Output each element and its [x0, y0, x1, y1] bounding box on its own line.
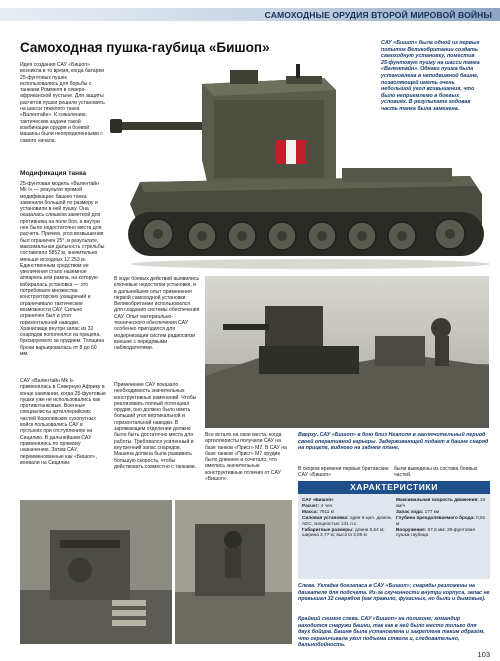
specs-heading: ХАРАКТЕРИСТИКИ	[298, 481, 490, 494]
article-intro: Идея создания САУ «Бишоп» возникла в то время, когда батареи 25-фунтовых пушек использовались для борьбы с танками Роммеля в северо-африканской пустыне. Для защиты расчетов пушки решили установить на шасси тяжелого танка «Валентайн». К сожалению, тактические задачи такой комбинации орудия и боевой машины были неопределенными с самого начала.	[20, 62, 105, 144]
article-column-3: Все встало на свои места, когда артиллеристы получили САУ на базе танков «Присг» M7. В САУ на базе танков «Присг» M7 орудие было длиннее и сочетало, что имелись значительные конструктивные отличия от САУ «Бишоп».	[205, 432, 287, 483]
spec-row: Габаритные размеры: длина 5,64 м; ширина 2,77 м; высота 3,05 м	[302, 526, 385, 538]
photo-caption-top: Вверху. САУ «Бишоп» в бою близ Неаполя в заключительный период своей оперативной карьеры. Задерживающей подает в башне снаряд на прицепе, видного на заднем плане.	[298, 432, 489, 452]
caption-mid-left: В скором времени первые британские САУ «Бишоп»	[298, 466, 389, 479]
section-title: САМОХОДНЫЕ ОРУДИЯ ВТОРОЙ МИРОВОЙ ВОЙНЫ	[264, 10, 492, 20]
caption-bottom-1: Слева. Укладка боезапаса в САУ «Бишоп»; снаряды разложены на двигателе для подсчета. Из-за скученности внутри корпуса, запас не превышал 32 снарядов (как правило, фугасных, но были и дымовые).	[298, 583, 490, 603]
caption-bottom-2: Крайний снимок слева. САУ «Бишоп» на полигоне; командир находится снаружи башни, так как в ней было место только для двух бойцов. Башня была установлена и закреплена таким образом, что ограничивала угол подъема ствола и, следовательно, дальнобойность.	[298, 616, 485, 649]
spec-row: САУ «Бишоп»	[302, 497, 334, 502]
side-caption: САУ «Бишоп» была одной из первых попыток Великобритании создать самоходную установку, поместив 25-фунтовую пушку на шасси танка «Валентайн». Однако пушка была установлена в неподвижной башне, позволяющей иметь очень небольшой угол возвышения, что было неприемлемо в боевых условиях. В результате ходовая часть танка была заменена.	[381, 40, 480, 112]
crew-photo	[175, 500, 292, 644]
spec-row: Вооружение: 87,6 мм; 25-фунтовая пушка-гаубица	[396, 526, 475, 538]
article-column-1b: САУ «Валентайн Mk I» применялась в Северную Африку в конце кампании, когда 25-фунтовые пушки уже не использовались как противотанковые. Военные специалисты артиллерийских частей Королевских сухопутных войск пользовались САУ в пустынях при отступлениях на Сицилию. В дальнейшем САУ применялись по прямому назначению. Затем САУ, переименованные как «Бишоп», воевали на Сицилии.	[20, 378, 106, 466]
spec-row: Силовая установка: один 6-цил. дизель АЕС, мощностью 131 л.с.	[302, 514, 392, 526]
spec-row: Глубина преодолеваемого брода: 0,91 м	[396, 514, 486, 526]
ammo-photo	[20, 500, 172, 644]
spec-row: Максимальная скорость движения: 24 км/ч	[396, 497, 486, 508]
tank-illustration	[110, 64, 490, 270]
spec-row: Запас хода: 177 км	[396, 508, 440, 514]
article-title: Самоходная пушка-гаубица «Бишоп»	[20, 40, 270, 55]
battle-photo	[205, 276, 489, 428]
article-column-1: 25-фунтовая модель «Валентайн Mk I» — результат прямой модификации: башню танка заменили большой по размеру и установили в ней пушку. Она оказалась слишком заметной для противника на поле боя, а внутри нее было недостаточно места для расчета. Причем, угол возвышения был ограничен 25°, в результате, максимальная дальность стрельбы составляло 5852 м, значительно меньше исходных 12 253 м. Единственным средством ее увеличения стало наземное аппарель или рампа, на которую взбиралась установка — это потребовало множества конструкторских ухищрений и ограничивало тактические возможности САУ. Сильно ограничен был и угол горизонтальной наводки. Хранилище внутри запас из 32 снарядов пополнялся из прицепа, буксируемого за орудием. Толщина брони варьировалась от 8 до 60 мм.	[20, 181, 105, 358]
article-column-2: В ходе боевых действий выявились ключевые недостатки установки, и в дальнейшем опыт применения первой самоходной установки Великобритании использовался для создания системы обеспечения САУ. Опыт материально-технического обеспечения САУ особенно пригодился для модернизации систем радиосвязи внешне с передовыми наблюдателями.	[114, 276, 200, 352]
caption-mid-right: были выведены из состава боевых частей.	[394, 466, 478, 479]
specs-box	[298, 481, 490, 579]
spec-row: Расчет: 4 чел.	[302, 502, 334, 508]
bishop-tank-drawing	[110, 64, 490, 270]
spec-row: Масса: 7911 кг	[302, 508, 335, 514]
article-column-2b: Применение САУ показало необходимость значительных конструктивных изменений. Чтобы реализовать полный потенциал орудия, оно должно было иметь больший угол вертикальной и горизонтальной наводки. В заряжающем отделении должно было быть достаточно места для работы. Требовался усиленный и внутренний запас снарядов. Машина должна была развивать большую скорость, чтобы действовать совместно с танками.	[114, 382, 197, 470]
specs-left	[302, 497, 392, 538]
specs-right	[396, 497, 486, 538]
section-subhead: Модификация танка	[20, 170, 87, 177]
page-number: 103	[477, 650, 490, 659]
